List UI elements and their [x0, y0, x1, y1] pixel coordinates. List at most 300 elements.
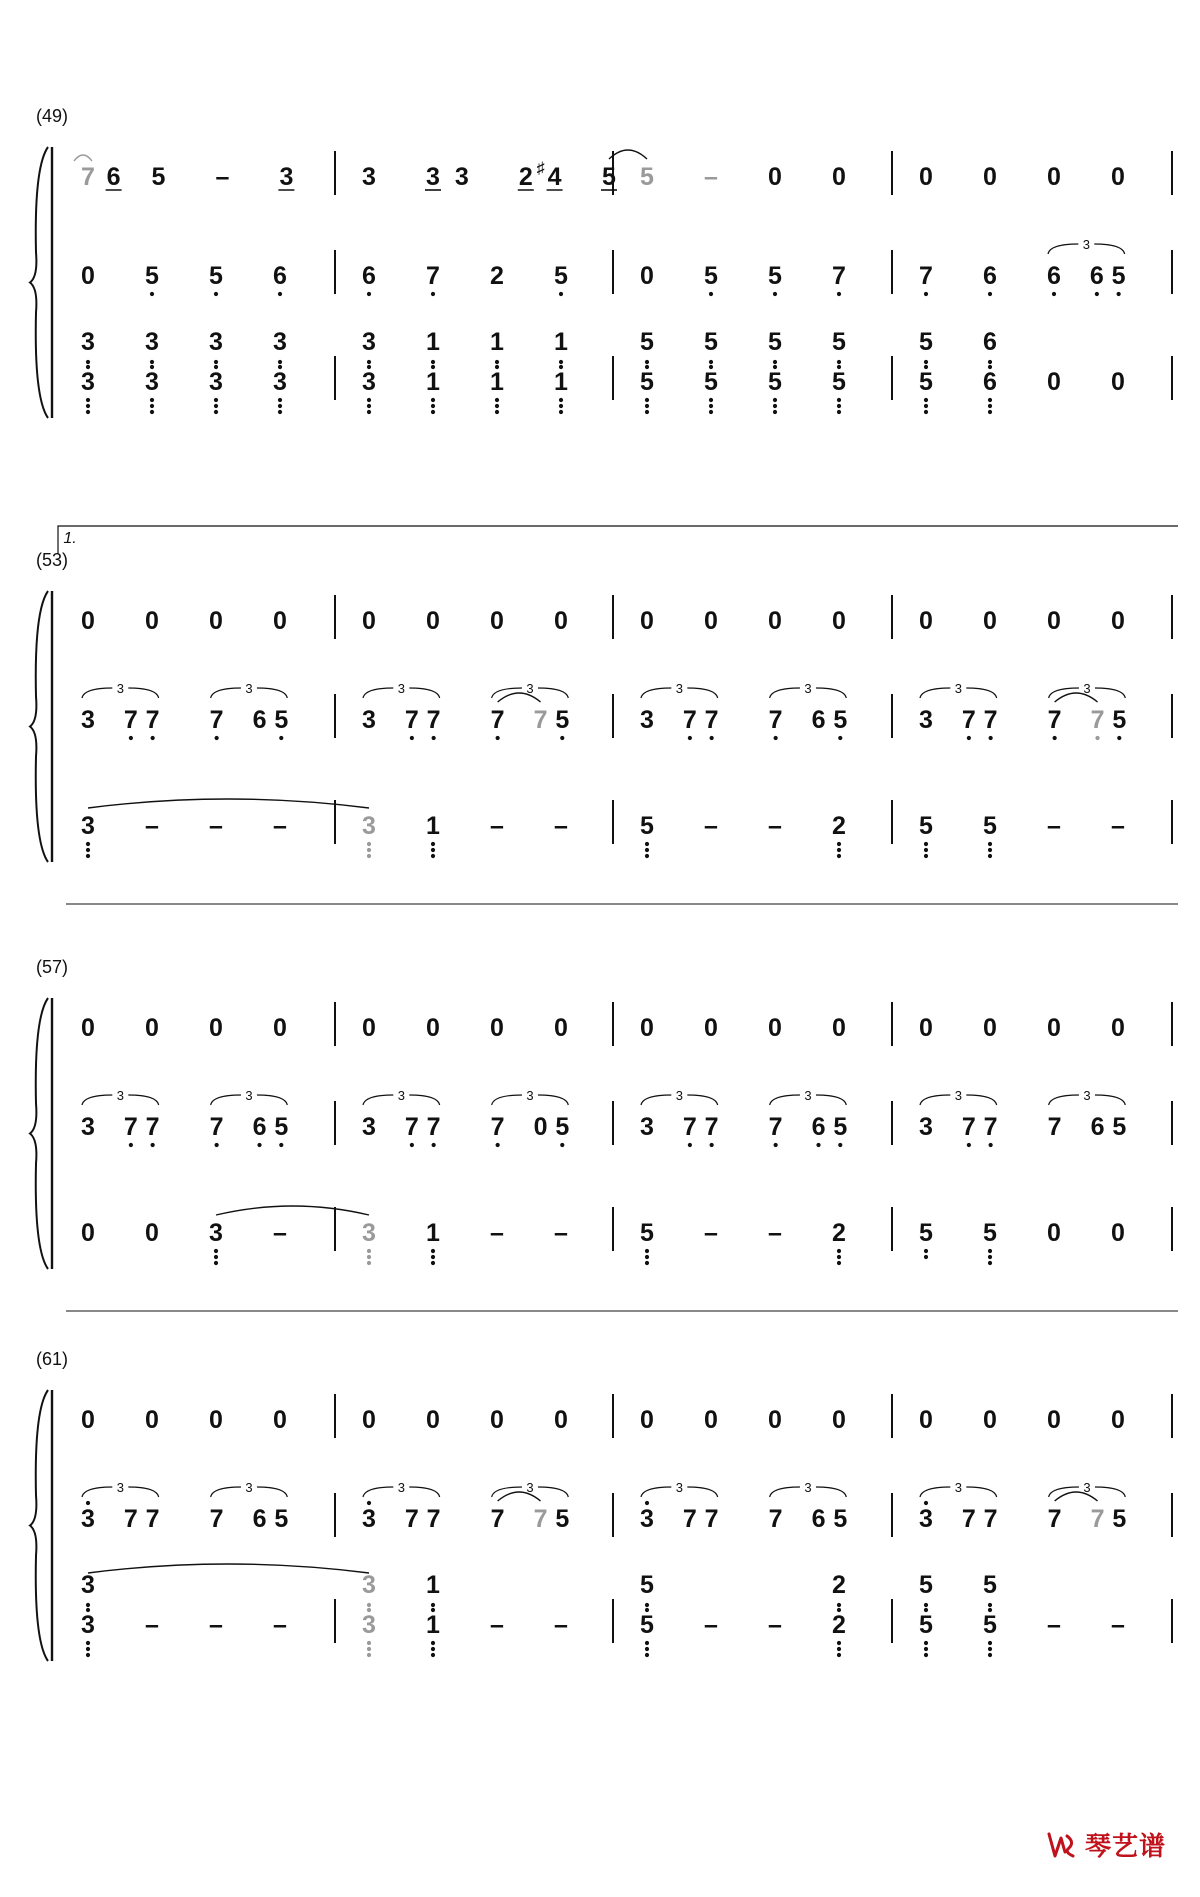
jianpu-note: 7	[682, 1113, 697, 1141]
octave-dot	[1117, 736, 1121, 740]
octave-dot	[431, 854, 435, 858]
jianpu-note: 7	[123, 706, 138, 734]
octave-dot	[837, 292, 841, 296]
octave-dot	[367, 1653, 371, 1657]
octave-dot	[86, 1501, 90, 1505]
octave-dot	[151, 736, 155, 740]
dash-note: –	[768, 812, 782, 840]
jianpu-note: 3	[919, 706, 933, 734]
jianpu-note: 0	[81, 1219, 95, 1247]
octave-dot	[278, 292, 282, 296]
jianpu-note: 0	[704, 607, 718, 635]
jianpu-note: 3	[279, 163, 294, 191]
octave-dot	[967, 1143, 971, 1147]
chord-upper-note: 1	[554, 328, 568, 356]
octave-dot	[129, 736, 133, 740]
jianpu-note: 0	[640, 1014, 654, 1042]
jianpu-note: 0	[768, 607, 782, 635]
jianpu-note: 7	[919, 262, 933, 290]
jianpu-note: 0	[145, 1406, 159, 1434]
octave-dot	[214, 292, 218, 296]
jianpu-note: 0	[919, 607, 933, 635]
jianpu-note: 0	[554, 1014, 568, 1042]
octave-dot	[215, 1143, 219, 1147]
tie-arc	[216, 1206, 369, 1215]
triplet-bracket	[920, 1487, 950, 1497]
octave-dot	[431, 292, 435, 296]
chord-upper-note: 1	[426, 328, 440, 356]
dash-note: –	[273, 812, 287, 840]
octave-dot	[924, 398, 928, 402]
jianpu-note: 5	[555, 1113, 570, 1141]
octave-dot	[86, 848, 90, 852]
jianpu-note: 5	[209, 262, 223, 290]
octave-dot	[645, 360, 649, 364]
triplet-bracket	[816, 1487, 846, 1497]
octave-dot	[837, 1255, 841, 1259]
octave-dot	[495, 360, 499, 364]
octave-dot	[1095, 736, 1099, 740]
triplet-number: 3	[954, 1088, 962, 1103]
jianpu-note: 6	[362, 262, 376, 290]
jianpu-note: 3	[919, 1113, 933, 1141]
jianpu-note: 5	[554, 262, 568, 290]
octave-dot	[837, 1249, 841, 1253]
jianpu-note: 5	[640, 163, 654, 191]
octave-dot	[367, 292, 371, 296]
triplet-bracket	[211, 1095, 241, 1105]
octave-dot	[710, 1143, 714, 1147]
octave-dot	[367, 410, 371, 414]
jianpu-note: 0	[1111, 1406, 1125, 1434]
triplet-number: 3	[116, 1480, 124, 1495]
octave-dot	[645, 854, 649, 858]
chord-upper-note: 3	[362, 328, 376, 356]
jianpu-note: 7	[145, 706, 160, 734]
octave-dot	[278, 410, 282, 414]
octave-dot	[431, 1603, 435, 1607]
triplet-bracket	[82, 1095, 112, 1105]
jianpu-note: 7	[490, 1113, 505, 1141]
jianpu-note: 5	[833, 1505, 848, 1533]
chord-upper-note: 5	[768, 328, 782, 356]
octave-dot	[988, 360, 992, 364]
octave-dot	[150, 410, 154, 414]
octave-dot	[989, 736, 993, 740]
jianpu-note: 7	[832, 262, 846, 290]
jianpu-note: 0	[1111, 1219, 1125, 1247]
octave-dot	[214, 1255, 218, 1259]
jianpu-note: 7	[1047, 1505, 1062, 1533]
jianpu-note: 6	[811, 706, 826, 734]
jianpu-note: 6	[983, 368, 997, 396]
octave-dot	[432, 1143, 436, 1147]
triplet-bracket	[966, 1487, 996, 1497]
octave-dot	[214, 410, 218, 414]
octave-dot	[709, 292, 713, 296]
octave-dot	[560, 736, 564, 740]
triplet-bracket	[257, 688, 287, 698]
brand-watermark	[1045, 1826, 1166, 1863]
octave-dot	[214, 1261, 218, 1265]
chord-upper-note: 5	[640, 1571, 654, 1599]
octave-dot	[989, 1143, 993, 1147]
jianpu-note: 7	[490, 1505, 505, 1533]
jianpu-note: 0	[983, 163, 997, 191]
octave-dot	[837, 1653, 841, 1657]
octave-dot	[838, 1143, 842, 1147]
octave-dot	[837, 1603, 841, 1607]
jianpu-note: 0	[1047, 1014, 1061, 1042]
octave-dot	[431, 1249, 435, 1253]
chord-upper-note: 3	[209, 328, 223, 356]
octave-dot	[367, 1261, 371, 1265]
octave-dot	[837, 410, 841, 414]
octave-dot	[988, 1647, 992, 1651]
triplet-bracket	[128, 1487, 158, 1497]
octave-dot	[773, 292, 777, 296]
jianpu-note: 5	[640, 812, 654, 840]
jianpu-note: 5	[919, 1219, 933, 1247]
jianpu-note: 5	[704, 262, 718, 290]
jianpu-note: 0	[640, 262, 654, 290]
octave-dot	[559, 398, 563, 402]
triplet-bracket	[770, 688, 800, 698]
triplet-number: 3	[397, 681, 405, 696]
octave-dot	[773, 404, 777, 408]
octave-dot	[645, 1647, 649, 1651]
jianpu-note: 2	[832, 1219, 846, 1247]
triplet-bracket	[257, 1095, 287, 1105]
dash-note: –	[768, 1219, 782, 1247]
jianpu-note: 0	[704, 1406, 718, 1434]
octave-dot	[410, 1143, 414, 1147]
jianpu-note: 1	[554, 368, 568, 396]
jianpu-note: 6	[273, 262, 287, 290]
jianpu-note: 7	[209, 1113, 224, 1141]
chord-upper-note: 5	[640, 328, 654, 356]
jianpu-note: 3	[362, 163, 376, 191]
chord-upper-note: 1	[426, 1571, 440, 1599]
triplet-bracket	[816, 688, 846, 698]
jianpu-note: 6	[252, 1505, 267, 1533]
octave-dot	[150, 292, 154, 296]
jianpu-note: 0	[209, 1014, 223, 1042]
jianpu-note: 0	[490, 1406, 504, 1434]
triplet-bracket	[1094, 244, 1124, 254]
dash-note: –	[554, 1611, 568, 1639]
jianpu-note: 0	[1047, 1219, 1061, 1247]
jianpu-note: 0	[640, 607, 654, 635]
jianpu-note: 6	[252, 1113, 267, 1141]
jianpu-note: 0	[832, 607, 846, 635]
measure-number-label: (61)	[35, 1349, 69, 1369]
jianpu-note: 7	[404, 706, 419, 734]
jianpu-note: 7	[426, 706, 441, 734]
jianpu-note: 5	[1112, 1505, 1127, 1533]
jianpu-note: 6	[983, 262, 997, 290]
dash-note: –	[273, 1611, 287, 1639]
jianpu-note: 0	[81, 1014, 95, 1042]
octave-dot	[988, 854, 992, 858]
jianpu-note: 5	[768, 262, 782, 290]
jianpu-note: 0	[1111, 163, 1125, 191]
jianpu-note: 5	[274, 1113, 289, 1141]
octave-dot	[496, 1143, 500, 1147]
jianpu-note: 0	[426, 607, 440, 635]
octave-dot	[988, 410, 992, 414]
jianpu-note: 0	[81, 1406, 95, 1434]
jianpu-note: 5	[145, 262, 159, 290]
jianpu-note: 6	[1047, 262, 1061, 290]
jianpu-note: 7	[983, 706, 998, 734]
octave-dot	[709, 398, 713, 402]
jianpu-note: 3	[81, 812, 95, 840]
jianpu-note: 0	[554, 607, 568, 635]
measure-number-label: (53)	[35, 550, 69, 570]
triplet-number: 3	[804, 1480, 812, 1495]
jianpu-note: 0	[81, 262, 95, 290]
octave-dot	[367, 1501, 371, 1505]
jianpu-note: 0	[362, 1406, 376, 1434]
jianpu-note: 0	[145, 1014, 159, 1042]
octave-dot	[129, 1143, 133, 1147]
octave-dot	[837, 404, 841, 408]
triplet-number: 3	[1083, 1088, 1091, 1103]
triplet-number: 3	[1083, 1480, 1091, 1495]
triplet-bracket	[82, 1487, 112, 1497]
octave-dot	[367, 1641, 371, 1645]
octave-dot	[86, 842, 90, 846]
octave-dot	[431, 360, 435, 364]
jianpu-note: 0	[362, 607, 376, 635]
octave-dot	[367, 404, 371, 408]
chord-upper-note: 3	[81, 1571, 95, 1599]
octave-dot	[924, 854, 928, 858]
octave-dot	[645, 1501, 649, 1505]
jianpu-note: 6	[252, 706, 267, 734]
octave-dot	[988, 1261, 992, 1265]
octave-dot	[924, 1501, 928, 1505]
tie-arc	[88, 799, 369, 808]
dash-note: –	[554, 812, 568, 840]
system-brace	[30, 591, 48, 862]
octave-dot	[924, 1249, 928, 1253]
octave-dot	[773, 398, 777, 402]
jianpu-note: 0	[919, 1406, 933, 1434]
measure-number-label: (49)	[35, 106, 69, 126]
chord-upper-note: 3	[145, 328, 159, 356]
dash-note: –	[1047, 1611, 1061, 1639]
dash-note: –	[145, 1611, 159, 1639]
jianpu-note: 6	[1089, 262, 1104, 290]
octave-dot	[924, 1641, 928, 1645]
octave-dot	[559, 404, 563, 408]
jianpu-note: 0	[81, 607, 95, 635]
jianpu-note: 0	[704, 1014, 718, 1042]
octave-dot	[86, 404, 90, 408]
octave-dot	[150, 360, 154, 364]
triplet-number: 3	[804, 681, 812, 696]
triplet-number: 3	[804, 1088, 812, 1103]
octave-dot	[837, 1261, 841, 1265]
jianpu-note: 0	[1047, 368, 1061, 396]
jianpu-note: 0	[273, 607, 287, 635]
triplet-bracket	[687, 688, 717, 698]
triplet-bracket	[687, 1487, 717, 1497]
octave-dot	[431, 1641, 435, 1645]
octave-dot	[431, 848, 435, 852]
jianpu-note: 5	[919, 812, 933, 840]
triplet-bracket	[363, 688, 393, 698]
jianpu-note: 3	[362, 1113, 376, 1141]
dash-note: –	[490, 812, 504, 840]
octave-dot	[86, 1641, 90, 1645]
jianpu-note: 0	[919, 1014, 933, 1042]
octave-dot	[645, 1653, 649, 1657]
octave-dot	[988, 842, 992, 846]
octave-dot	[773, 410, 777, 414]
octave-dot	[774, 1143, 778, 1147]
triplet-bracket	[492, 1095, 522, 1105]
jianpu-note: 5	[1112, 706, 1127, 734]
octave-dot	[709, 404, 713, 408]
chord-upper-note: 1	[490, 328, 504, 356]
jianpu-note: 5	[640, 1611, 654, 1639]
jianpu-note: 7	[682, 1505, 697, 1533]
dash-note: –	[704, 812, 718, 840]
octave-dot	[645, 1603, 649, 1607]
octave-dot	[86, 1647, 90, 1651]
jianpu-note: 1	[490, 368, 504, 396]
octave-dot	[432, 736, 436, 740]
octave-dot	[924, 292, 928, 296]
triplet-bracket	[363, 1487, 393, 1497]
octave-dot	[257, 1143, 261, 1147]
jianpu-note: 3	[81, 706, 95, 734]
octave-dot	[988, 1653, 992, 1657]
jianpu-note: 0	[919, 163, 933, 191]
triplet-bracket	[409, 1095, 439, 1105]
jianpu-note: 5	[1111, 262, 1126, 290]
octave-dot	[559, 360, 563, 364]
octave-dot	[837, 848, 841, 852]
chord-upper-note: 2	[832, 1571, 846, 1599]
jianpu-note: 3	[81, 1505, 95, 1533]
octave-dot	[150, 404, 154, 408]
octave-dot	[431, 1255, 435, 1259]
octave-dot	[773, 360, 777, 364]
jianpu-note: 3	[640, 706, 654, 734]
jianpu-note: 3	[640, 1113, 654, 1141]
triplet-bracket	[257, 1487, 287, 1497]
jianpu-note: 7	[768, 1505, 783, 1533]
system-brace	[30, 147, 48, 418]
jianpu-note: 7	[768, 706, 783, 734]
jianpu-note: 0	[1111, 1014, 1125, 1042]
octave-dot	[86, 410, 90, 414]
tie-arc	[498, 1492, 541, 1501]
triplet-bracket	[641, 688, 671, 698]
octave-dot	[431, 398, 435, 402]
jianpu-note: 7	[682, 706, 697, 734]
octave-dot	[86, 1653, 90, 1657]
jianpu-note: 7	[961, 1505, 976, 1533]
triplet-bracket	[1095, 688, 1125, 698]
jianpu-note: 7	[426, 262, 440, 290]
jianpu-note: 7	[209, 1505, 224, 1533]
volta-bracket	[58, 526, 1178, 554]
jianpu-note: 7	[404, 1113, 419, 1141]
octave-dot	[688, 1143, 692, 1147]
jianpu-note: 1	[426, 1611, 440, 1639]
jianpu-note: 7	[533, 1505, 548, 1533]
octave-dot	[279, 736, 283, 740]
triplet-number: 3	[675, 1088, 683, 1103]
octave-dot	[988, 1249, 992, 1253]
chord-upper-note: 6	[983, 328, 997, 356]
octave-dot	[988, 848, 992, 852]
jianpu-note: 0	[490, 1014, 504, 1042]
octave-dot	[774, 736, 778, 740]
octave-dot	[215, 736, 219, 740]
triplet-number: 3	[954, 681, 962, 696]
triplet-number: 3	[245, 1480, 253, 1495]
octave-dot	[410, 736, 414, 740]
octave-dot	[279, 1143, 283, 1147]
jianpu-note: 7	[1047, 706, 1062, 734]
triplet-bracket	[409, 1487, 439, 1497]
jianpu-note: 3	[81, 1611, 95, 1639]
dash-note: –	[704, 1611, 718, 1639]
octave-dot	[967, 736, 971, 740]
jianpu-note: 7	[983, 1113, 998, 1141]
chord-upper-note: 5	[704, 328, 718, 356]
octave-dot	[367, 1249, 371, 1253]
system-brace	[30, 998, 48, 1269]
octave-dot	[214, 404, 218, 408]
jianpu-note: 5	[983, 812, 997, 840]
octave-dot	[645, 1249, 649, 1253]
dash-note: –	[490, 1611, 504, 1639]
tie-arc	[1055, 693, 1098, 702]
jianpu-note: 0	[209, 607, 223, 635]
jianpu-note: 2	[490, 262, 504, 290]
triplet-number: 3	[526, 1480, 534, 1495]
octave-dot	[1053, 736, 1057, 740]
octave-dot	[560, 1143, 564, 1147]
octave-dot	[1052, 292, 1056, 296]
triplet-bracket	[363, 1095, 393, 1105]
triplet-bracket	[770, 1487, 800, 1497]
jianpu-note: 3	[362, 368, 376, 396]
chord-upper-note: 5	[919, 328, 933, 356]
jianpu-note: 0	[145, 607, 159, 635]
jianpu-note: 7	[704, 1113, 719, 1141]
octave-dot	[367, 1603, 371, 1607]
tie-arc	[1055, 1492, 1098, 1501]
jianpu-note: 3	[362, 812, 376, 840]
triplet-bracket	[770, 1095, 800, 1105]
dash-note: –	[490, 1219, 504, 1247]
jianpu-note: 0	[768, 1406, 782, 1434]
octave-dot	[367, 398, 371, 402]
octave-dot	[495, 404, 499, 408]
jianpu-note: 0	[832, 1406, 846, 1434]
jianpu-note: 3	[919, 1505, 933, 1533]
triplet-number: 3	[675, 1480, 683, 1495]
jianpu-note: 0	[1047, 607, 1061, 635]
